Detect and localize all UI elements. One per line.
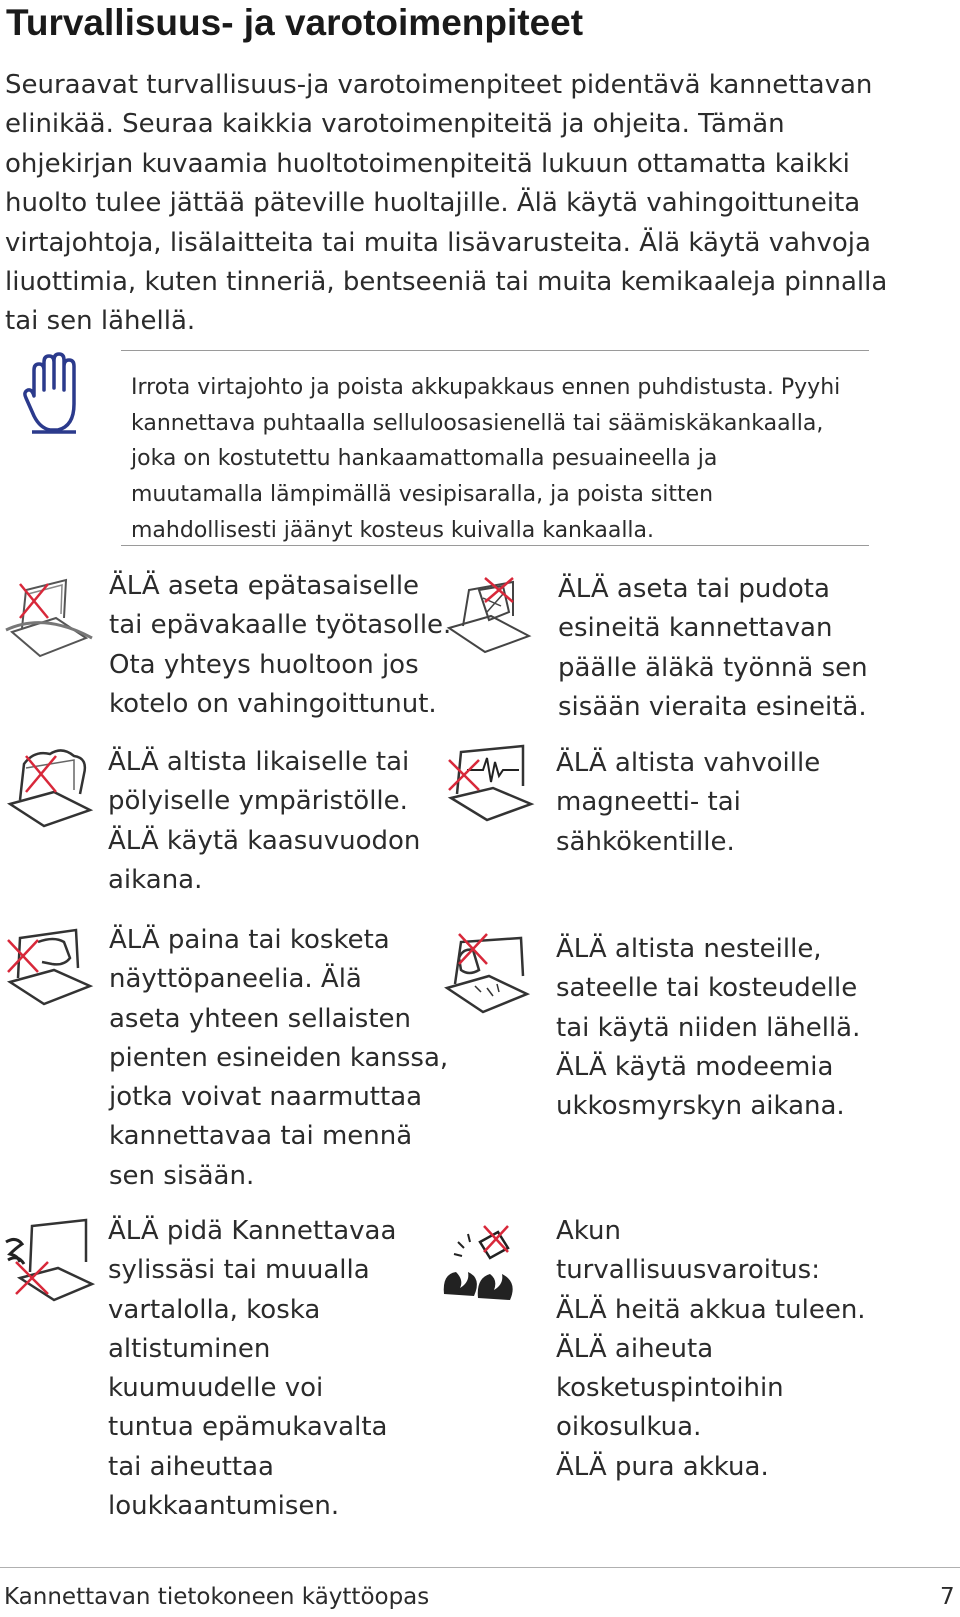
warning-line: vartalolla, koska [108, 1294, 321, 1325]
note-top-divider [121, 350, 869, 351]
warning-dust [108, 743, 420, 900]
warning-liquids [556, 930, 860, 1126]
note-line: kannettava puhtaalla selluloosasienellä tai säämiskäkankaalla, [131, 410, 824, 436]
warning-line: kannettavaa tai mennä [109, 1121, 413, 1152]
warning-line: tuntua epämukavalta [108, 1412, 388, 1443]
intro-line: liuottimia, kuten tinneriä, bentseeniä tai muita kemikaaleja pinnalla [5, 267, 888, 298]
warning-unstable-surface [109, 567, 451, 724]
warning-line: sisään vieraita esineitä. [558, 691, 867, 722]
warning-magnetic [556, 744, 820, 862]
page-number: 7 [940, 1584, 955, 1610]
warning-line: magneetti- tai [556, 787, 741, 818]
warning-lap-heat [108, 1212, 396, 1526]
warning-line: näyttöpaneelia. Älä [109, 964, 362, 995]
warning-line: ÄLÄ pidä Kannettavaa [108, 1216, 397, 1246]
liquid-spill-icon [439, 930, 534, 1020]
warning-line: ÄLÄ paina tai kosketa [109, 925, 390, 955]
intro-line: tai sen lähellä. [5, 306, 196, 337]
warning-line: tai epävakaalle työtasolle. [109, 610, 452, 641]
cleaning-note [131, 370, 911, 549]
warning-line: sateelle tai kosteudelle [556, 973, 858, 1004]
warning-line: ÄLÄ heitä akkua tuleen. [556, 1294, 866, 1325]
warning-line: tai aiheuttaa [108, 1451, 274, 1482]
warning-line: kotelo on vahingoittunut. [109, 688, 437, 719]
warning-line: ÄLÄ altista nesteille, [556, 934, 822, 964]
warning-line: ÄLÄ altista vahvoille [556, 748, 821, 778]
warning-line: altistuminen [108, 1333, 271, 1364]
warning-line: ÄLÄ aiheuta [556, 1333, 714, 1364]
warning-line: oikosulkua. [556, 1412, 702, 1443]
warning-line: aikana. [108, 864, 203, 895]
warning-line: ÄLÄ altista likaiselle tai [108, 747, 410, 777]
warning-line: ÄLÄ pura akkua. [556, 1451, 769, 1482]
intro-line: huolto tulee jättää päteville huoltajille. Älä käytä vahingoittuneita [5, 188, 861, 219]
intro-paragraph [5, 66, 905, 342]
intro-line: ohjekirjan kuvaamia huoltotoimenpiteitä lukuun ottamatta kaikki [5, 148, 850, 179]
falling-objects-icon [443, 572, 538, 662]
warning-line: tai käytä niiden lähellä. [556, 1012, 861, 1043]
warning-line: turvallisuusvaroitus: [556, 1255, 820, 1286]
warning-line: pölyiselle ympäristölle. [108, 786, 408, 817]
warning-line: ÄLÄ käytä modeemia [556, 1051, 834, 1082]
press-screen-icon [4, 922, 99, 1012]
warning-line: ÄLÄ aseta tai pudota [558, 574, 830, 604]
page-title: Turvallisuus- ja varotoimenpiteet [6, 2, 584, 43]
note-bottom-divider [121, 545, 869, 546]
note-line: muutamalla lämpimällä vesipisaralla, ja poista sitten [131, 482, 714, 508]
warning-battery [556, 1212, 866, 1487]
note-line: mahdollisesti jäänyt kosteus kuivalla kankaalla. [131, 517, 655, 543]
warning-line: loukkaantumisen. [108, 1491, 340, 1522]
warning-line: sähkökentille. [556, 826, 735, 857]
magnetic-field-icon [443, 742, 538, 832]
intro-line: Seuraavat turvallisuus-ja varotoimenpiteet pidentävä kannettavan [5, 70, 873, 100]
warning-press-screen [109, 921, 448, 1196]
warning-line: Akun [556, 1216, 621, 1246]
intro-line: virtajohtoja, lisälaitteita tai muita lisävarusteita. Älä käytä vahvoja [5, 227, 871, 258]
warning-line: sen sisään. [109, 1160, 255, 1191]
footer-divider [0, 1567, 960, 1568]
warning-line: esineitä kannettavan [558, 613, 833, 644]
warning-line: ukkosmyrskyn aikana. [556, 1091, 845, 1122]
warning-line: sylissäsi tai muualla [108, 1255, 370, 1286]
footer-manual-title: Kannettavan tietokoneen käyttöopas [4, 1584, 430, 1610]
dust-dirt-icon [4, 744, 99, 834]
warning-line: Ota yhteys huoltoon jos [109, 649, 419, 680]
note-line: Irrota virtajohto ja poista akkupakkaus ennen puhdistusta. Pyyhi [131, 375, 841, 400]
warning-line: päälle äläkä työnnä sen [558, 652, 868, 683]
warning-line: pienten esineiden kanssa, [109, 1042, 449, 1073]
raised-hand-icon [20, 352, 88, 436]
warning-line: ÄLÄ aseta epätasaiselle [109, 571, 420, 601]
battery-fire-icon [438, 1218, 533, 1308]
warning-line: ÄLÄ käytä kaasuvuodon [108, 825, 421, 856]
warning-line: jotka voivat naarmuttaa [109, 1082, 423, 1113]
note-line: joka on kostutettu hankaamattomalla pesuaineella ja [131, 446, 718, 472]
warning-falling-objects [558, 570, 868, 727]
warning-line: kuumuudelle voi [108, 1373, 324, 1404]
unstable-surface-icon [4, 572, 99, 662]
warning-line: aseta yhteen sellaisten [109, 1003, 412, 1034]
warning-line: kosketuspintoihin [556, 1373, 784, 1404]
lap-heat-icon [2, 1214, 97, 1304]
intro-line: elinikää. Seuraa kaikkia varotoimenpiteitä ja ohjeita. Tämän [5, 109, 785, 140]
